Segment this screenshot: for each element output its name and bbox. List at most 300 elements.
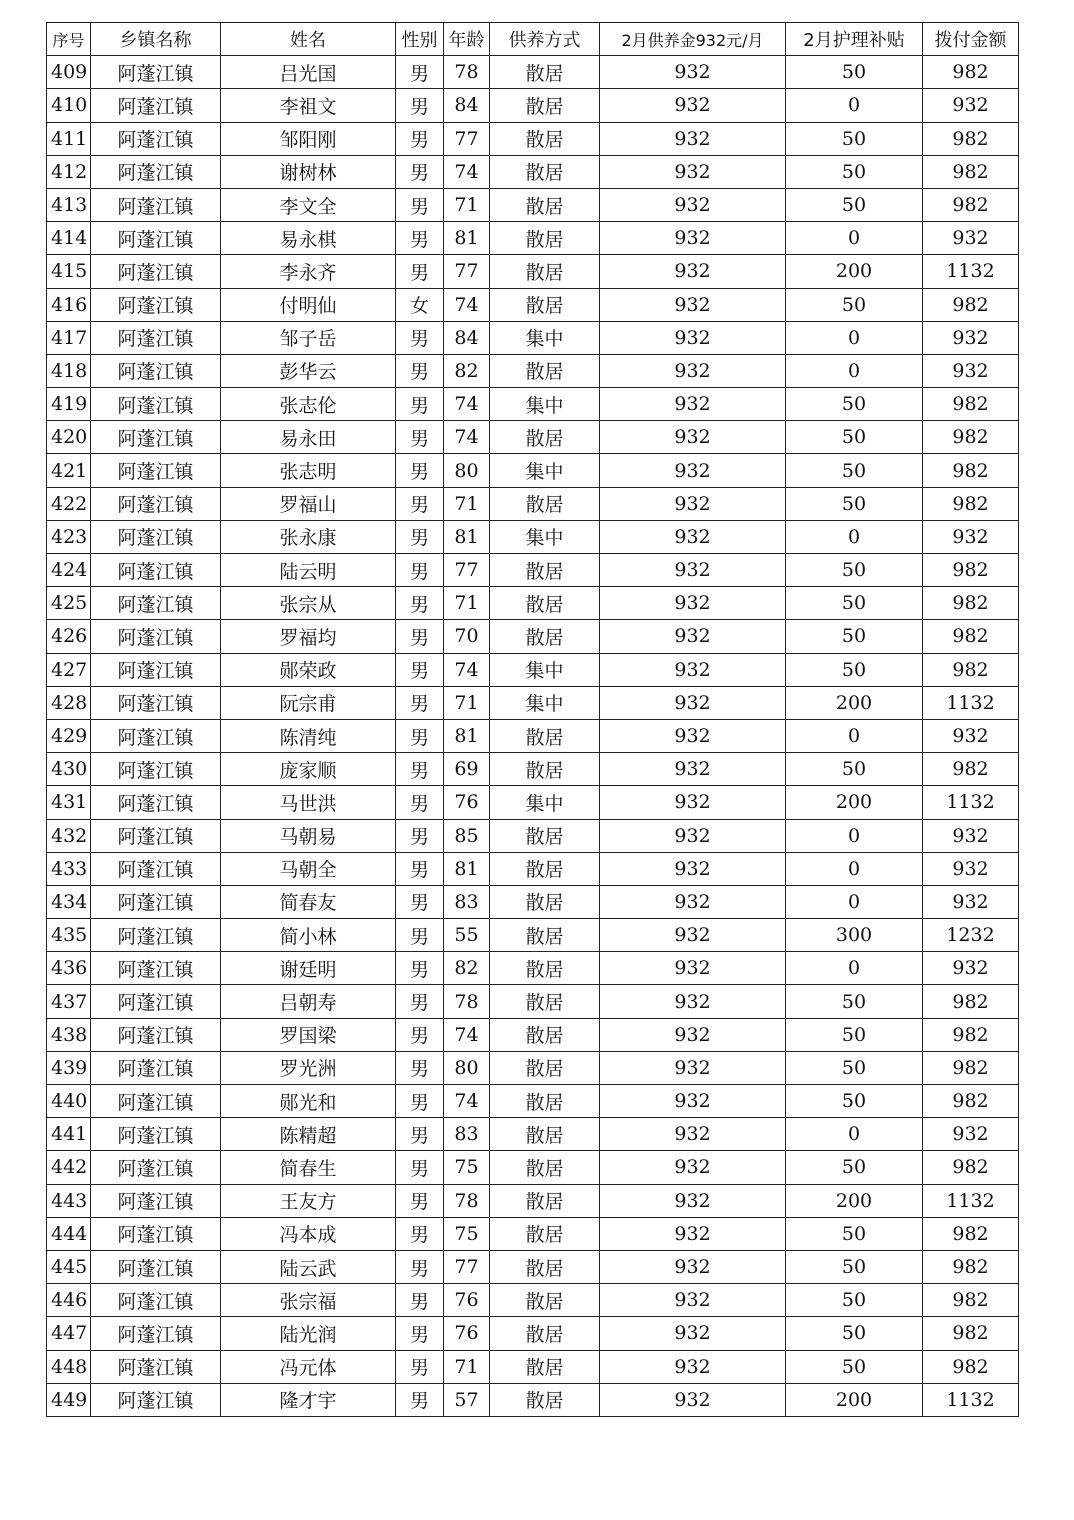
cell-support-type: 散居 <box>490 421 600 454</box>
cell-support-type: 散居 <box>490 222 600 255</box>
cell-town: 阿蓬江镇 <box>91 454 221 487</box>
cell-serial: 415 <box>47 255 91 288</box>
cell-care-subsidy: 50 <box>786 653 923 686</box>
cell-payment: 982 <box>923 421 1019 454</box>
cell-age: 74 <box>444 288 490 321</box>
cell-gender: 男 <box>396 155 444 188</box>
cell-gender: 男 <box>396 1118 444 1151</box>
table-row <box>47 354 1019 387</box>
cell-care-subsidy: 50 <box>786 421 923 454</box>
cell-care-subsidy: 0 <box>786 885 923 918</box>
cell-town: 阿蓬江镇 <box>91 421 221 454</box>
cell-town: 阿蓬江镇 <box>91 89 221 122</box>
cell-support-type: 散居 <box>490 1383 600 1416</box>
cell-care-subsidy: 300 <box>786 919 923 952</box>
cell-gender: 男 <box>396 554 444 587</box>
cell-support-type: 集中 <box>490 321 600 354</box>
cell-care-subsidy: 50 <box>786 188 923 221</box>
cell-support-type: 集中 <box>490 454 600 487</box>
header-gender: 性别 <box>396 23 444 56</box>
cell-support-fund: 932 <box>600 155 786 188</box>
cell-support-fund: 932 <box>600 1217 786 1250</box>
cell-gender: 男 <box>396 1383 444 1416</box>
cell-gender: 男 <box>396 1151 444 1184</box>
table-row <box>47 321 1019 354</box>
cell-support-type: 散居 <box>490 255 600 288</box>
cell-support-type: 散居 <box>490 952 600 985</box>
cell-age: 71 <box>444 487 490 520</box>
cell-support-type: 散居 <box>490 1317 600 1350</box>
cell-support-fund: 932 <box>600 952 786 985</box>
cell-payment: 1132 <box>923 1383 1019 1416</box>
cell-support-fund: 932 <box>600 354 786 387</box>
cell-age: 77 <box>444 122 490 155</box>
cell-name: 李永齐 <box>221 255 396 288</box>
table-row <box>47 719 1019 752</box>
cell-support-type: 散居 <box>490 885 600 918</box>
cell-name: 易永田 <box>221 421 396 454</box>
cell-age: 76 <box>444 786 490 819</box>
cell-name: 张志伦 <box>221 388 396 421</box>
cell-name: 张志明 <box>221 454 396 487</box>
cell-support-type: 散居 <box>490 1350 600 1383</box>
cell-care-subsidy: 50 <box>786 1085 923 1118</box>
cell-support-type: 散居 <box>490 1250 600 1283</box>
cell-age: 74 <box>444 1018 490 1051</box>
header-town: 乡镇名称 <box>91 23 221 56</box>
cell-payment: 982 <box>923 1350 1019 1383</box>
cell-support-type: 散居 <box>490 587 600 620</box>
cell-care-subsidy: 50 <box>786 620 923 653</box>
cell-payment: 982 <box>923 554 1019 587</box>
cell-serial: 448 <box>47 1350 91 1383</box>
table-row <box>47 1184 1019 1217</box>
table-row <box>47 288 1019 321</box>
cell-payment: 982 <box>923 985 1019 1018</box>
cell-payment: 982 <box>923 454 1019 487</box>
table-row <box>47 885 1019 918</box>
table-row <box>47 56 1019 89</box>
cell-support-type: 散居 <box>490 985 600 1018</box>
cell-serial: 431 <box>47 786 91 819</box>
cell-serial: 420 <box>47 421 91 454</box>
cell-support-fund: 932 <box>600 1284 786 1317</box>
cell-gender: 男 <box>396 520 444 553</box>
cell-gender: 男 <box>396 686 444 719</box>
cell-age: 80 <box>444 454 490 487</box>
cell-care-subsidy: 0 <box>786 354 923 387</box>
cell-town: 阿蓬江镇 <box>91 56 221 89</box>
cell-serial: 428 <box>47 686 91 719</box>
cell-age: 69 <box>444 753 490 786</box>
cell-age: 71 <box>444 686 490 719</box>
cell-support-type: 散居 <box>490 288 600 321</box>
cell-payment: 982 <box>923 1217 1019 1250</box>
cell-support-fund: 932 <box>600 554 786 587</box>
cell-town: 阿蓬江镇 <box>91 1085 221 1118</box>
cell-payment: 932 <box>923 222 1019 255</box>
cell-age: 76 <box>444 1317 490 1350</box>
cell-support-type: 集中 <box>490 388 600 421</box>
cell-name: 罗福山 <box>221 487 396 520</box>
cell-support-fund: 932 <box>600 454 786 487</box>
cell-name: 罗国梁 <box>221 1018 396 1051</box>
cell-serial: 426 <box>47 620 91 653</box>
table-row <box>47 520 1019 553</box>
cell-care-subsidy: 50 <box>786 1284 923 1317</box>
cell-name: 王友方 <box>221 1184 396 1217</box>
table-row <box>47 188 1019 221</box>
cell-care-subsidy: 50 <box>786 753 923 786</box>
cell-serial: 441 <box>47 1118 91 1151</box>
cell-gender: 男 <box>396 222 444 255</box>
cell-gender: 男 <box>396 321 444 354</box>
table-row <box>47 1350 1019 1383</box>
cell-town: 阿蓬江镇 <box>91 819 221 852</box>
cell-support-type: 集中 <box>490 786 600 819</box>
cell-town: 阿蓬江镇 <box>91 520 221 553</box>
table-row <box>47 852 1019 885</box>
cell-support-fund: 932 <box>600 985 786 1018</box>
cell-care-subsidy: 0 <box>786 321 923 354</box>
cell-name: 马朝全 <box>221 852 396 885</box>
cell-gender: 男 <box>396 1184 444 1217</box>
cell-payment: 932 <box>923 520 1019 553</box>
cell-name: 张宗福 <box>221 1284 396 1317</box>
cell-support-fund: 932 <box>600 56 786 89</box>
cell-support-fund: 932 <box>600 1118 786 1151</box>
cell-serial: 412 <box>47 155 91 188</box>
cell-town: 阿蓬江镇 <box>91 653 221 686</box>
cell-support-fund: 932 <box>600 520 786 553</box>
cell-care-subsidy: 0 <box>786 1118 923 1151</box>
cell-gender: 男 <box>396 753 444 786</box>
cell-support-type: 散居 <box>490 1151 600 1184</box>
cell-serial: 444 <box>47 1217 91 1250</box>
cell-payment: 1232 <box>923 919 1019 952</box>
table-row <box>47 222 1019 255</box>
cell-payment: 982 <box>923 1284 1019 1317</box>
cell-name: 谢树林 <box>221 155 396 188</box>
cell-care-subsidy: 50 <box>786 1250 923 1283</box>
cell-support-fund: 932 <box>600 885 786 918</box>
cell-age: 81 <box>444 719 490 752</box>
cell-age: 81 <box>444 520 490 553</box>
cell-name: 阮宗甫 <box>221 686 396 719</box>
cell-payment: 982 <box>923 1085 1019 1118</box>
cell-serial: 410 <box>47 89 91 122</box>
cell-name: 陆云武 <box>221 1250 396 1283</box>
cell-gender: 男 <box>396 1250 444 1283</box>
cell-name: 陆云明 <box>221 554 396 587</box>
table-row <box>47 255 1019 288</box>
cell-support-type: 散居 <box>490 188 600 221</box>
cell-payment: 982 <box>923 753 1019 786</box>
cell-care-subsidy: 0 <box>786 520 923 553</box>
table-row <box>47 89 1019 122</box>
cell-support-type: 集中 <box>490 653 600 686</box>
cell-serial: 436 <box>47 952 91 985</box>
cell-payment: 932 <box>923 952 1019 985</box>
cell-support-fund: 932 <box>600 1085 786 1118</box>
cell-support-type: 集中 <box>490 520 600 553</box>
cell-serial: 423 <box>47 520 91 553</box>
cell-town: 阿蓬江镇 <box>91 1317 221 1350</box>
cell-gender: 男 <box>396 852 444 885</box>
cell-serial: 442 <box>47 1151 91 1184</box>
cell-support-type: 散居 <box>490 1217 600 1250</box>
header-age: 年龄 <box>444 23 490 56</box>
cell-care-subsidy: 0 <box>786 952 923 985</box>
cell-serial: 417 <box>47 321 91 354</box>
cell-town: 阿蓬江镇 <box>91 487 221 520</box>
cell-gender: 男 <box>396 786 444 819</box>
cell-age: 78 <box>444 56 490 89</box>
cell-gender: 男 <box>396 1217 444 1250</box>
cell-support-fund: 932 <box>600 1184 786 1217</box>
cell-name: 简小林 <box>221 919 396 952</box>
cell-gender: 男 <box>396 1350 444 1383</box>
cell-town: 阿蓬江镇 <box>91 1284 221 1317</box>
cell-support-fund: 932 <box>600 122 786 155</box>
cell-name: 郧荣政 <box>221 653 396 686</box>
table-row <box>47 985 1019 1018</box>
cell-payment: 932 <box>923 321 1019 354</box>
table-row <box>47 919 1019 952</box>
table-row <box>47 587 1019 620</box>
cell-town: 阿蓬江镇 <box>91 354 221 387</box>
cell-support-fund: 932 <box>600 1250 786 1283</box>
cell-name: 彭华云 <box>221 354 396 387</box>
cell-town: 阿蓬江镇 <box>91 1051 221 1084</box>
table-row <box>47 1085 1019 1118</box>
cell-gender: 男 <box>396 819 444 852</box>
cell-age: 78 <box>444 1184 490 1217</box>
table-row <box>47 1250 1019 1283</box>
cell-care-subsidy: 50 <box>786 554 923 587</box>
cell-town: 阿蓬江镇 <box>91 1118 221 1151</box>
table-row <box>47 1151 1019 1184</box>
cell-serial: 418 <box>47 354 91 387</box>
cell-gender: 男 <box>396 919 444 952</box>
cell-age: 55 <box>444 919 490 952</box>
cell-serial: 434 <box>47 885 91 918</box>
cell-support-type: 散居 <box>490 1284 600 1317</box>
cell-support-type: 散居 <box>490 719 600 752</box>
cell-gender: 男 <box>396 1284 444 1317</box>
cell-support-fund: 932 <box>600 255 786 288</box>
cell-age: 76 <box>444 1284 490 1317</box>
cell-payment: 982 <box>923 487 1019 520</box>
cell-town: 阿蓬江镇 <box>91 1018 221 1051</box>
cell-name: 邹子岳 <box>221 321 396 354</box>
table-row <box>47 1118 1019 1151</box>
cell-gender: 男 <box>396 421 444 454</box>
cell-care-subsidy: 200 <box>786 1184 923 1217</box>
cell-support-type: 散居 <box>490 620 600 653</box>
table-row <box>47 952 1019 985</box>
cell-support-fund: 932 <box>600 321 786 354</box>
cell-support-fund: 932 <box>600 288 786 321</box>
cell-care-subsidy: 50 <box>786 122 923 155</box>
cell-payment: 932 <box>923 885 1019 918</box>
cell-town: 阿蓬江镇 <box>91 786 221 819</box>
cell-support-fund: 932 <box>600 719 786 752</box>
cell-age: 74 <box>444 421 490 454</box>
cell-age: 85 <box>444 819 490 852</box>
cell-support-type: 散居 <box>490 155 600 188</box>
cell-name: 马朝易 <box>221 819 396 852</box>
cell-gender: 男 <box>396 56 444 89</box>
cell-support-type: 散居 <box>490 919 600 952</box>
cell-age: 84 <box>444 89 490 122</box>
cell-gender: 男 <box>396 188 444 221</box>
cell-town: 阿蓬江镇 <box>91 1250 221 1283</box>
cell-age: 77 <box>444 255 490 288</box>
cell-age: 71 <box>444 188 490 221</box>
cell-town: 阿蓬江镇 <box>91 919 221 952</box>
cell-gender: 男 <box>396 620 444 653</box>
cell-serial: 445 <box>47 1250 91 1283</box>
cell-care-subsidy: 0 <box>786 852 923 885</box>
cell-age: 80 <box>444 1051 490 1084</box>
cell-town: 阿蓬江镇 <box>91 222 221 255</box>
cell-serial: 440 <box>47 1085 91 1118</box>
cell-age: 71 <box>444 587 490 620</box>
table-row <box>47 819 1019 852</box>
cell-town: 阿蓬江镇 <box>91 155 221 188</box>
cell-serial: 449 <box>47 1383 91 1416</box>
cell-town: 阿蓬江镇 <box>91 122 221 155</box>
table-row <box>47 1383 1019 1416</box>
table-row <box>47 786 1019 819</box>
cell-town: 阿蓬江镇 <box>91 587 221 620</box>
cell-name: 谢廷明 <box>221 952 396 985</box>
cell-name: 简春友 <box>221 885 396 918</box>
table-row <box>47 1051 1019 1084</box>
cell-support-fund: 932 <box>600 1018 786 1051</box>
header-serial: 序号 <box>47 23 91 56</box>
cell-gender: 男 <box>396 1051 444 1084</box>
cell-support-type: 散居 <box>490 852 600 885</box>
table-row <box>47 554 1019 587</box>
cell-serial: 430 <box>47 753 91 786</box>
cell-payment: 932 <box>923 819 1019 852</box>
cell-payment: 982 <box>923 188 1019 221</box>
cell-age: 83 <box>444 885 490 918</box>
cell-support-fund: 932 <box>600 587 786 620</box>
table-row <box>47 1284 1019 1317</box>
cell-gender: 男 <box>396 1018 444 1051</box>
cell-payment: 932 <box>923 1118 1019 1151</box>
cell-gender: 男 <box>396 487 444 520</box>
cell-serial: 409 <box>47 56 91 89</box>
cell-payment: 1132 <box>923 1184 1019 1217</box>
cell-name: 郧光和 <box>221 1085 396 1118</box>
cell-support-fund: 932 <box>600 852 786 885</box>
cell-support-fund: 932 <box>600 487 786 520</box>
table-row <box>47 1317 1019 1350</box>
cell-payment: 982 <box>923 1317 1019 1350</box>
cell-name: 付明仙 <box>221 288 396 321</box>
cell-town: 阿蓬江镇 <box>91 686 221 719</box>
cell-town: 阿蓬江镇 <box>91 554 221 587</box>
table-row <box>47 653 1019 686</box>
cell-care-subsidy: 0 <box>786 222 923 255</box>
cell-gender: 男 <box>396 653 444 686</box>
cell-support-type: 散居 <box>490 487 600 520</box>
cell-age: 77 <box>444 1250 490 1283</box>
cell-name: 罗光洲 <box>221 1051 396 1084</box>
cell-payment: 982 <box>923 653 1019 686</box>
cell-payment: 1132 <box>923 686 1019 719</box>
cell-gender: 男 <box>396 1085 444 1118</box>
cell-serial: 424 <box>47 554 91 587</box>
cell-name: 陆光润 <box>221 1317 396 1350</box>
cell-name: 冯本成 <box>221 1217 396 1250</box>
cell-age: 74 <box>444 388 490 421</box>
cell-name: 隆才宇 <box>221 1383 396 1416</box>
cell-support-fund: 932 <box>600 620 786 653</box>
cell-age: 77 <box>444 554 490 587</box>
header-care-subsidy: 2月护理补贴 <box>786 23 923 56</box>
cell-gender: 男 <box>396 89 444 122</box>
header-name: 姓名 <box>221 23 396 56</box>
cell-gender: 男 <box>396 587 444 620</box>
cell-care-subsidy: 200 <box>786 1383 923 1416</box>
cell-support-type: 散居 <box>490 122 600 155</box>
cell-town: 阿蓬江镇 <box>91 885 221 918</box>
cell-payment: 982 <box>923 288 1019 321</box>
cell-care-subsidy: 50 <box>786 155 923 188</box>
cell-support-type: 散居 <box>490 819 600 852</box>
cell-care-subsidy: 0 <box>786 819 923 852</box>
cell-town: 阿蓬江镇 <box>91 1217 221 1250</box>
cell-name: 吕光国 <box>221 56 396 89</box>
cell-support-fund: 932 <box>600 1317 786 1350</box>
cell-gender: 女 <box>396 288 444 321</box>
table-row <box>47 388 1019 421</box>
cell-age: 57 <box>444 1383 490 1416</box>
cell-support-type: 散居 <box>490 1085 600 1118</box>
cell-town: 阿蓬江镇 <box>91 985 221 1018</box>
cell-gender: 男 <box>396 1317 444 1350</box>
cell-name: 李文全 <box>221 188 396 221</box>
cell-name: 罗福均 <box>221 620 396 653</box>
cell-age: 71 <box>444 1350 490 1383</box>
cell-support-type: 散居 <box>490 1184 600 1217</box>
cell-payment: 1132 <box>923 255 1019 288</box>
table-row <box>47 753 1019 786</box>
cell-town: 阿蓬江镇 <box>91 388 221 421</box>
cell-support-type: 散居 <box>490 89 600 122</box>
cell-support-fund: 932 <box>600 89 786 122</box>
cell-support-type: 散居 <box>490 1051 600 1084</box>
cell-serial: 422 <box>47 487 91 520</box>
cell-serial: 433 <box>47 852 91 885</box>
table-row <box>47 620 1019 653</box>
cell-age: 75 <box>444 1151 490 1184</box>
cell-payment: 982 <box>923 1151 1019 1184</box>
cell-age: 82 <box>444 354 490 387</box>
cell-care-subsidy: 0 <box>786 719 923 752</box>
table-row <box>47 122 1019 155</box>
cell-serial: 416 <box>47 288 91 321</box>
cell-serial: 414 <box>47 222 91 255</box>
table-row <box>47 454 1019 487</box>
cell-name: 吕朝寿 <box>221 985 396 1018</box>
cell-support-type: 散居 <box>490 753 600 786</box>
